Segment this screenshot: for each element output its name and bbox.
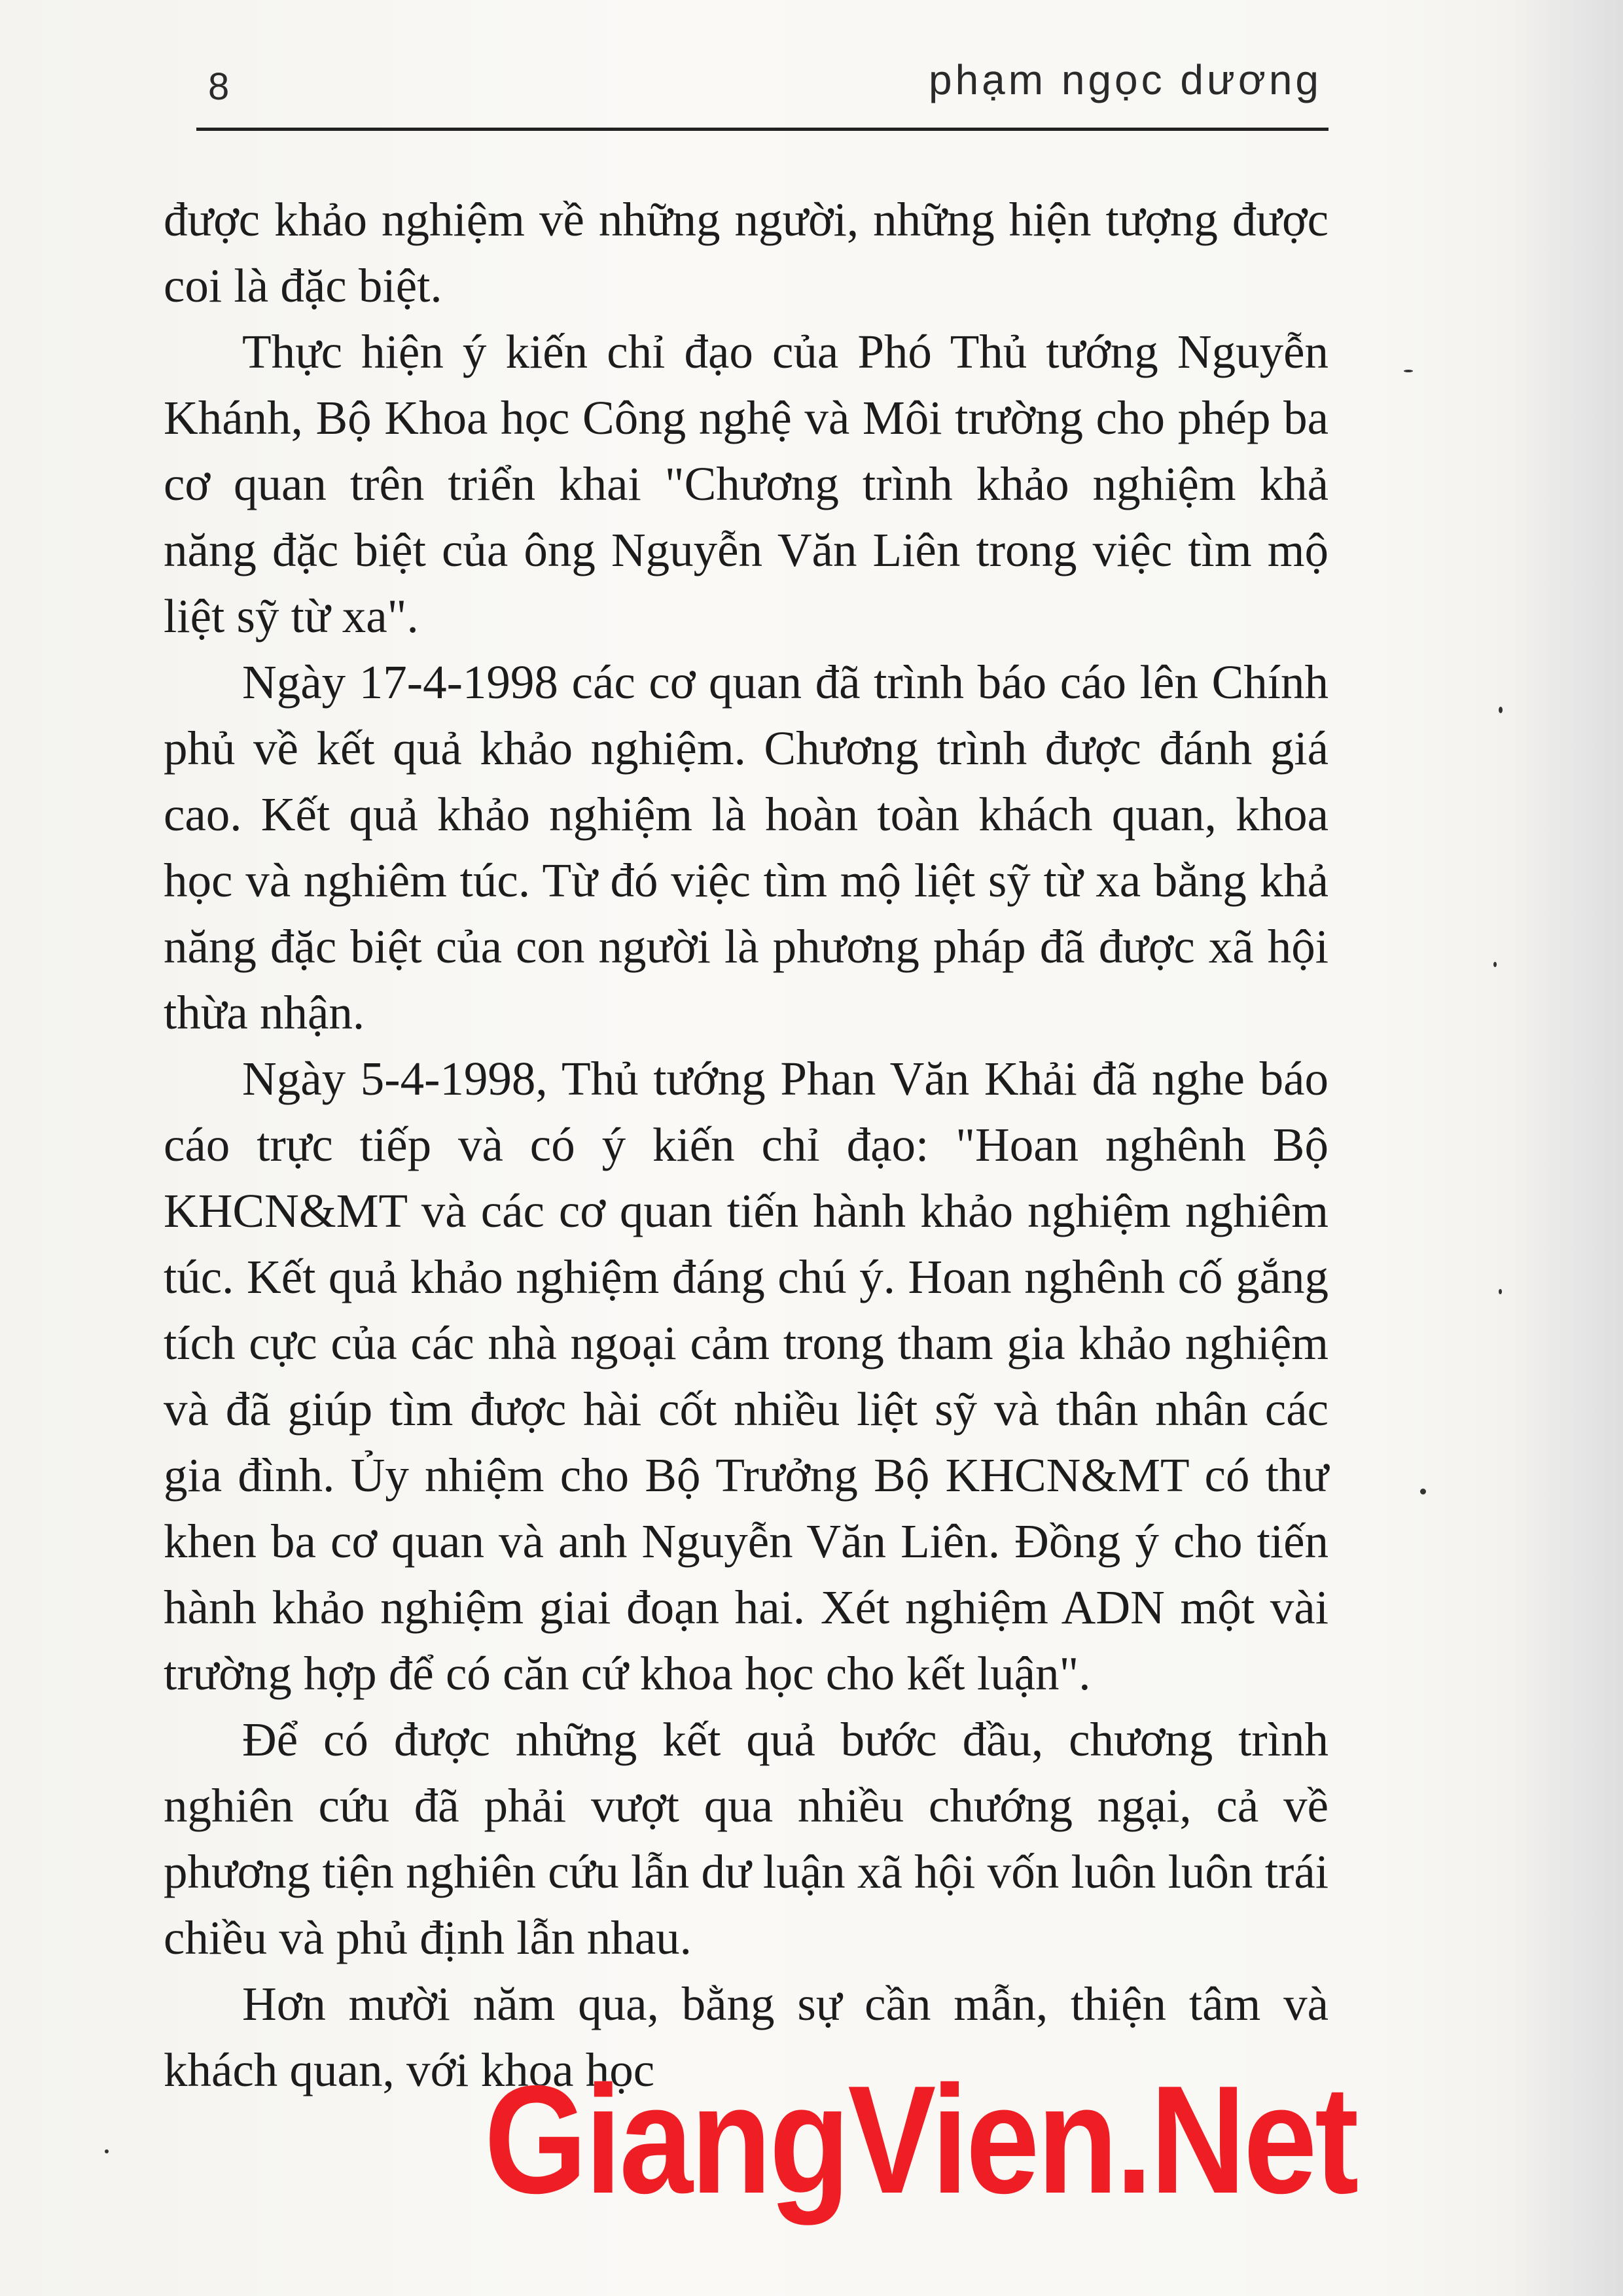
watermark: GiangVien.Net	[484, 2053, 1357, 2225]
paragraph-2: Thực hiện ý kiến chỉ đạo của Phó Thủ tướng Nguyễn Khánh, Bộ Khoa học Công nghệ và Môi trường cho phép ba cơ quan trên triển khai "Chương trình khảo nghiệm khả năng đặc biệt của ông Nguyễn Văn Liên trong việc tìm mộ liệt sỹ từ xa".	[164, 325, 1329, 643]
scan-speck	[1420, 1489, 1426, 1494]
paragraph-4: Ngày 5-4-1998, Thủ tướng Phan Văn Khải đã nghe báo cáo trực tiếp và có ý kiến chỉ đạo: "Hoan nghênh Bộ KHCN&MT và các cơ quan tiến hành khảo nghiệm nghiêm túc. Kết quả khảo nghiệm đáng chú ý. Hoan nghênh cố gắng tích cực của các nhà ngoại cảm trong tham gia khảo nghiệm và đã giúp tìm được hài cốt nhiều liệt sỹ và thân nhân các gia đình. Ủy nhiệm cho Bộ Trưởng Bộ KHCN&MT có thư khen ba cơ quan và anh Nguyễn Văn Liên. Đồng ý cho tiến hành khảo nghiệm giai đoạn hai. Xét nghiệm ADN một vài trường hợp để có căn cứ khoa học cho kết luận".	[164, 1052, 1329, 1700]
paragraph-6: Hơn mười năm qua, bằng sự cần mẫn, thiện tâm và khách quan, với khoa học	[164, 1977, 1329, 2096]
paragraph-5: Để có được những kết quả bước đầu, chương trình nghiên cứu đã phải vượt qua nhiều chướng ngại, cả về phương tiện nghiên cứu lẫn dư luận xã hội vốn luôn luôn trái chiều và phủ định lẫn nhau.	[164, 1713, 1329, 1964]
scan-speck	[1499, 1289, 1502, 1294]
running-title: phạm ngọc dương	[928, 56, 1322, 103]
page-number: 8	[208, 65, 230, 108]
scan-speck	[105, 2149, 109, 2153]
scan-speck	[1493, 962, 1497, 967]
scan-speck	[1499, 707, 1503, 713]
page-header	[196, 56, 1329, 131]
scan-speck	[1404, 370, 1413, 372]
paragraph-3: Ngày 17-4-1998 các cơ quan đã trình báo cáo lên Chính phủ về kết quả khảo nghiệm. Chương trình được đánh giá cao. Kết quả khảo nghiệm là hoàn toàn khách quan, khoa học và nghiêm túc. Từ đó việc tìm mộ liệt sỹ từ xa bằng khả năng đặc biệt của con người là phương pháp đã được xã hội thừa nhận.	[164, 656, 1329, 1039]
paragraph-1: được khảo nghiệm về những người, những hiện tượng được coi là đặc biệt.	[164, 193, 1329, 312]
body-text	[164, 186, 1329, 2103]
page-edge-shadow	[1512, 0, 1623, 2296]
